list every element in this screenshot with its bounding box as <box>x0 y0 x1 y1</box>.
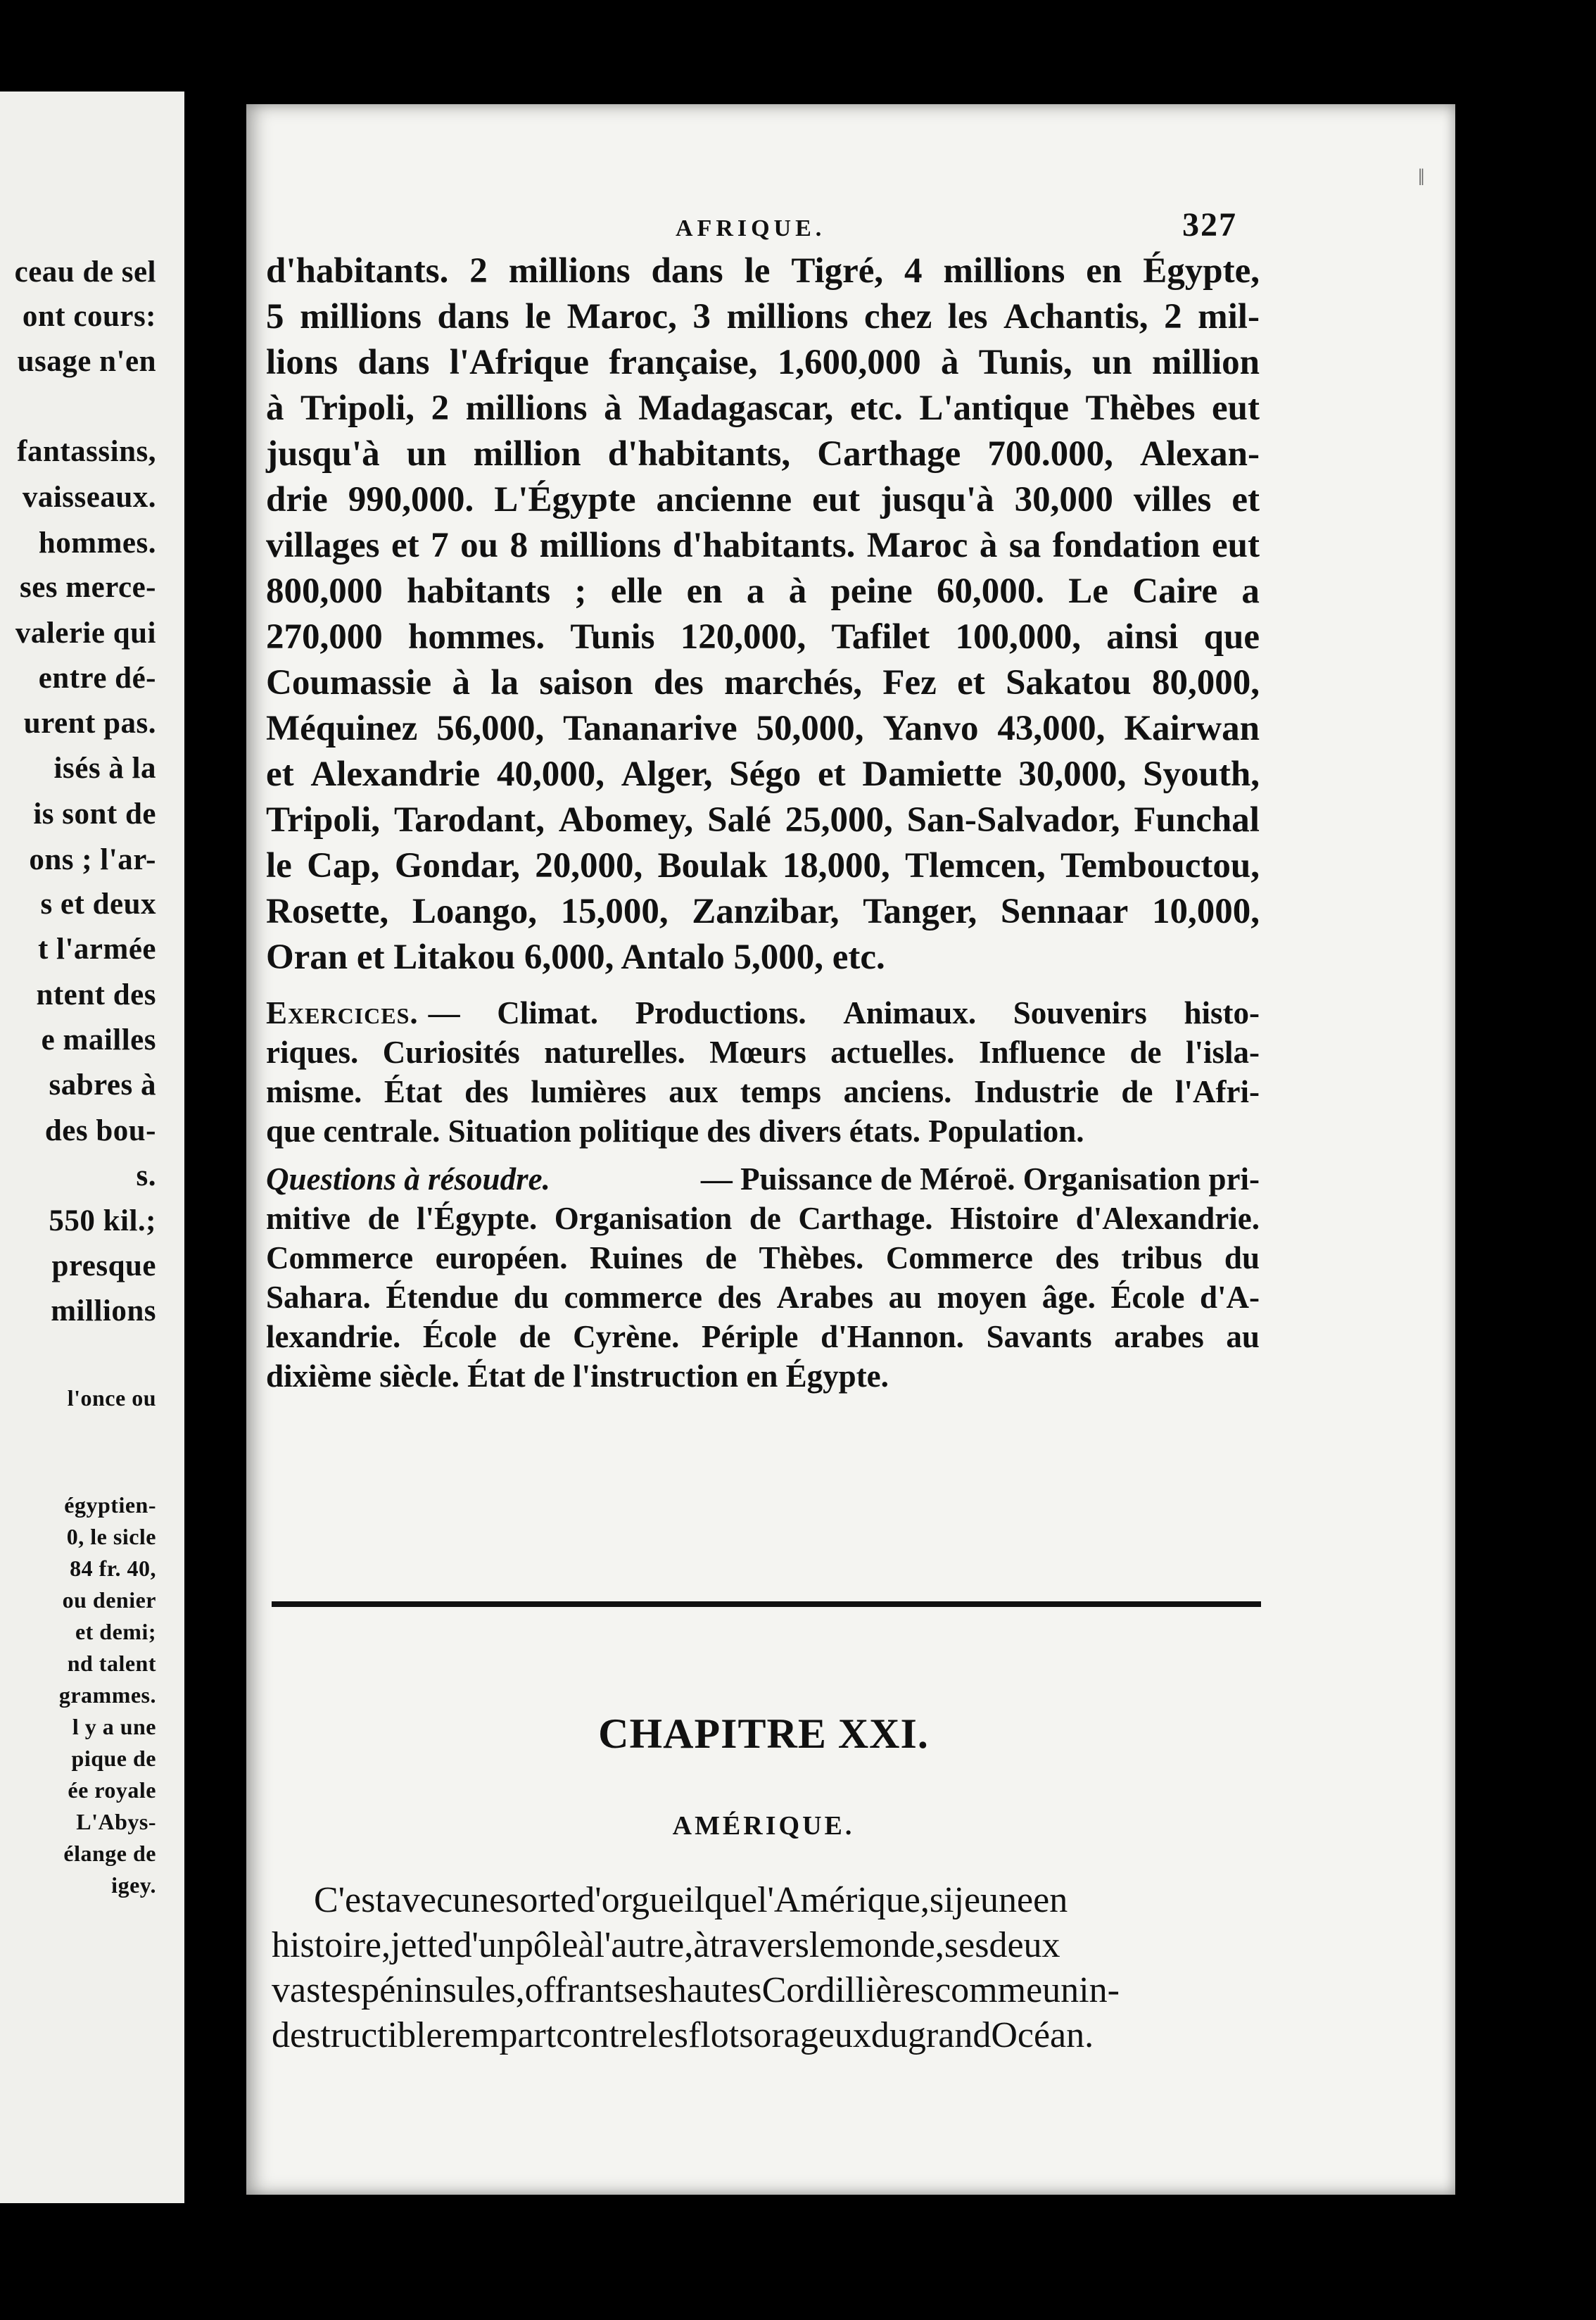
main-text <box>266 248 1260 1396</box>
text-line: C'estavecunesorted'orgueilquel'Amérique,sijeuneen <box>314 1880 1068 1920</box>
facing-page-line: des bou- <box>44 1114 156 1147</box>
text-line: Méquinez 56,000, Tananarive 50,000, Yanvo 43,000, Kairwan <box>266 709 1260 748</box>
text-line: vastespéninsules,offrantseshautesCordillièrescommeunin- <box>272 1970 1120 2010</box>
population-paragraph <box>266 248 1260 981</box>
facing-page-line: e mailles <box>41 1023 156 1057</box>
questions-label: Questions à résoudre. <box>266 1161 550 1197</box>
facing-page-line: ceau de sel <box>14 256 156 289</box>
text-line: histoire,jetted'unpôleàl'autre,àtraverslemonde,sesdeux <box>272 1925 1060 1965</box>
text-line: que centrale. Situation politique des divers états. Population. <box>266 1114 1084 1149</box>
text-line: jusqu'à un million d'habitants, Carthage 700.000, Alexan- <box>266 434 1260 474</box>
facing-page-line: igey. <box>111 1872 156 1898</box>
facing-page-line: ons ; l'ar- <box>29 843 156 876</box>
facing-page-line: ée royale <box>68 1777 156 1803</box>
facing-page-line: entre dé- <box>38 662 156 695</box>
facing-page-line: millions <box>51 1294 156 1328</box>
text-line <box>266 1159 1260 1199</box>
questions-paragraph <box>266 1159 1260 1396</box>
text-line: villages et 7 ou 8 millions d'habitants. Maroc à sa fondation eut <box>266 526 1260 565</box>
facing-page-line: vaisseaux. <box>22 481 156 514</box>
book-page <box>246 104 1455 2195</box>
facing-page-line: l y a une <box>72 1714 156 1739</box>
facing-page-line: pique de <box>71 1746 156 1771</box>
page-number: 327 <box>1182 206 1237 244</box>
text-line: Commerce européen. Ruines de Thèbes. Commerce des tribus du <box>266 1240 1260 1275</box>
facing-page-line: ou denier <box>62 1587 156 1613</box>
facing-page-line: presque <box>51 1249 156 1282</box>
facing-page-line: t l'armée <box>37 933 156 966</box>
facing-page-line: 550 kil.; <box>49 1204 156 1237</box>
facing-page-line: élange de <box>63 1841 156 1866</box>
facing-page-line: grammes. <box>58 1682 156 1708</box>
text-line: 270,000 hommes. Tunis 120,000, Tafilet 100,000, ainsi que <box>266 617 1260 657</box>
facing-page <box>0 92 184 2203</box>
facing-page-line: s. <box>136 1159 156 1192</box>
exercices-label: Exercices. <box>266 995 419 1030</box>
text-line: drie 990,000. L'Égypte ancienne eut jusqu'à 30,000 villes et <box>266 480 1260 519</box>
facing-page-line: hommes. <box>38 527 156 560</box>
facing-page-line: ont cours: <box>22 300 156 333</box>
text-line: riques. Curiosités naturelles. Mœurs actuelles. Influence de l'isla- <box>266 1035 1260 1070</box>
facing-page-line: 84 fr. 40, <box>70 1556 156 1581</box>
text-line: destructiblerempartcontrelesflotsorageuxdugrandOcéan. <box>272 2015 1094 2055</box>
text-line: d'habitants. 2 millions dans le Tigré, 4 millions en Égypte, <box>266 251 1260 291</box>
text-line: Oran et Litakou 6,000, Antalo 5,000, etc. <box>266 938 885 977</box>
facing-page-line: 0, le sicle <box>66 1524 156 1549</box>
text-line: mitive de l'Égypte. Organisation de Carthage. Histoire d'Alexandrie. <box>266 1201 1260 1236</box>
facing-page-line: fantassins, <box>17 435 156 468</box>
text-line: lions dans l'Afrique française, 1,600,000 à Tunis, un million <box>266 343 1260 382</box>
facing-page-line: ntent des <box>36 978 156 1011</box>
facing-page-line: usage n'en <box>17 345 156 378</box>
facing-page-line: sabres à <box>49 1068 156 1102</box>
text-line: à Tripoli, 2 millions à Madagascar, etc. L'antique Thèbes eut <box>266 389 1260 428</box>
facing-page-line: et demi; <box>75 1619 156 1644</box>
facing-page-line: is sont de <box>33 798 156 831</box>
text-line: 5 millions dans le Maroc, 3 millions chez les Achantis, 2 mil- <box>266 297 1260 336</box>
facing-page-line: égyptien- <box>64 1492 156 1518</box>
chapter-opening-paragraph <box>272 1878 1261 2058</box>
facing-page-line: L'Abys- <box>76 1809 156 1834</box>
facing-page-line: valerie qui <box>15 617 156 650</box>
questions-line-rest: — Puissance de Méroë. Organisation pri- <box>700 1161 1260 1197</box>
exercices-line-rest: — Climat. Productions. Animaux. Souvenirs histo- <box>428 995 1260 1030</box>
running-head: AFRIQUE. <box>676 215 826 241</box>
text-line: dixième siècle. État de l'instruction en Égypte. <box>266 1358 889 1394</box>
text-line <box>266 993 1260 1033</box>
facing-page-line: ses merce- <box>19 571 156 604</box>
page-edge-mark: ‖ <box>1418 165 1425 191</box>
text-line: et Alexandrie 40,000, Alger, Ségo et Damiette 30,000, Syouth, <box>266 755 1260 794</box>
facing-page-line: nd talent <box>67 1651 156 1676</box>
exercices-paragraph <box>266 993 1260 1151</box>
facing-page-line: l'once ou <box>67 1385 156 1411</box>
facing-page-line: s et deux <box>40 888 156 921</box>
text-line: 800,000 habitants ; elle en a à peine 60,000. Le Caire a <box>266 572 1260 611</box>
chapter-subtitle: AMÉRIQUE. <box>672 1811 855 1841</box>
text-line: Tripoli, Tarodant, Abomey, Salé 25,000, San-Salvador, Funchal <box>266 800 1260 840</box>
text-line: lexandrie. École de Cyrène. Périple d'Hannon. Savants arabes au <box>266 1319 1260 1354</box>
text-line: le Cap, Gondar, 20,000, Boulak 18,000, Tlemcen, Tembouctou, <box>266 846 1260 885</box>
text-line: Coumassie à la saison des marchés, Fez et Sakatou 80,000, <box>266 663 1260 702</box>
text-line: Sahara. Étendue du commerce des Arabes au moyen âge. École d'A- <box>266 1280 1260 1315</box>
chapter-divider-rule <box>272 1601 1261 1607</box>
facing-page-line: isés à la <box>53 752 156 785</box>
facing-page-line: urent pas. <box>23 707 156 740</box>
text-line: misme. État des lumières aux temps anciens. Industrie de l'Afri- <box>266 1074 1260 1109</box>
text-line: Rosette, Loango, 15,000, Zanzibar, Tanger, Sennaar 10,000, <box>266 892 1260 931</box>
chapter-title: CHAPITRE XXI. <box>598 1710 929 1757</box>
